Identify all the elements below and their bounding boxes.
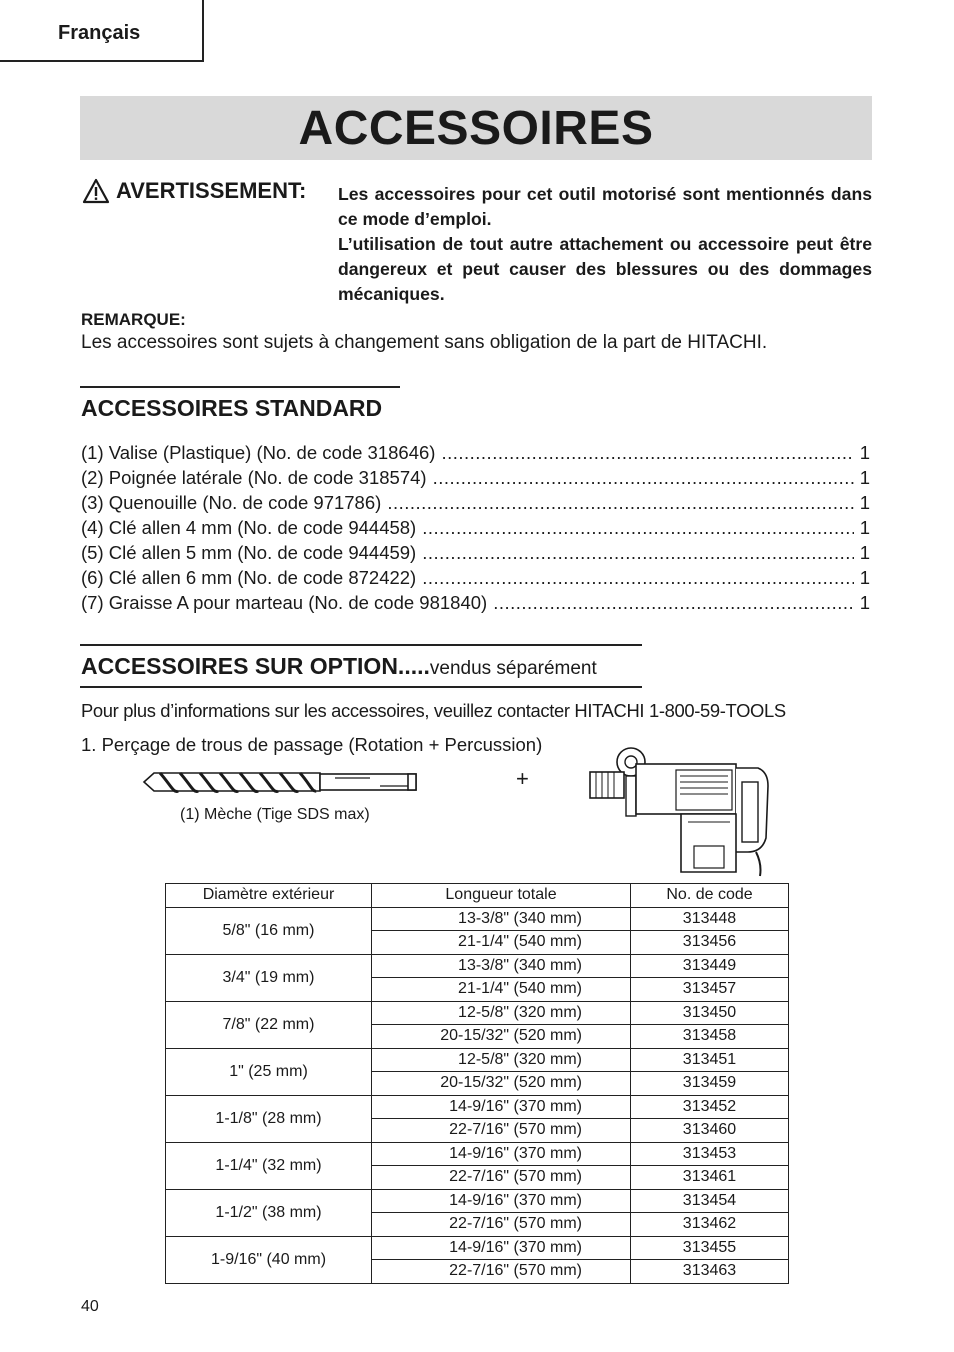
code-cell: 313450 xyxy=(631,1001,789,1025)
length-cell: 21-1/4" (540 mm) xyxy=(372,978,631,1002)
length-cell: 14-9/16" (370 mm) xyxy=(372,1189,631,1213)
warning-text xyxy=(338,182,872,307)
table-row xyxy=(166,907,789,931)
header-code: No. de code xyxy=(631,884,789,908)
length-cell: 22-7/16" (570 mm) xyxy=(372,1213,631,1237)
contact-info: Pour plus d’informations sur les accessoires, veuillez contacter HITACHI 1-800-59-TOOLS xyxy=(81,700,786,721)
language-label: Français xyxy=(58,22,141,44)
length-cell: 13-3/8" (340 mm) xyxy=(372,954,631,978)
optional-item-1: 1. Perçage de trous de passage (Rotation + Percussion) xyxy=(81,734,543,755)
diameter-cell: 1-9/16" (40 mm) xyxy=(166,1236,372,1283)
warning-heading-text: AVERTISSEMENT: xyxy=(116,178,307,203)
code-cell: 313453 xyxy=(631,1142,789,1166)
length-cell: 21-1/4" (540 mm) xyxy=(372,931,631,955)
rotary-hammer-illustration xyxy=(586,742,776,878)
length-cell: 20-15/32" (520 mm) xyxy=(372,1072,631,1096)
list-item: (1) Valise (Plastique) (No. de code 318646) ..... 1 xyxy=(81,440,870,465)
list-item: (3) Quenouille (No. de code 971786) ..... 1 xyxy=(81,490,870,515)
diameter-cell: 1-1/8" (28 mm) xyxy=(166,1095,372,1142)
list-item: (2) Poignée latérale (No. de code 318574) ..... 1 xyxy=(81,465,870,490)
section-rule xyxy=(80,386,400,388)
table-row xyxy=(166,1095,789,1119)
header-length: Longueur totale xyxy=(372,884,631,908)
table-row xyxy=(166,1189,789,1213)
diameter-cell: 1" (25 mm) xyxy=(166,1048,372,1095)
optional-subheading: vendus séparément xyxy=(429,658,597,679)
warning-line-2: L’utilisation de tout autre attachement ou accessoire peut être dangereux et peut causer des blessures ou des dommages mécaniques. xyxy=(338,234,872,304)
code-cell: 313463 xyxy=(631,1260,789,1284)
section-rule xyxy=(80,644,642,646)
warning-heading xyxy=(82,178,306,204)
code-cell: 313457 xyxy=(631,978,789,1002)
code-cell: 313451 xyxy=(631,1048,789,1072)
diameter-cell: 1-1/2" (38 mm) xyxy=(166,1189,372,1236)
code-cell: 313449 xyxy=(631,954,789,978)
language-tab xyxy=(0,0,204,62)
list-item: (5) Clé allen 5 mm (No. de code 944459) ..... 1 xyxy=(81,540,870,565)
optional-accessories-heading: ACCESSOIRES SUR OPTION.....vendus séparément xyxy=(81,653,597,679)
header-diameter: Diamètre extérieur xyxy=(166,884,372,908)
length-cell: 20-15/32" (520 mm) xyxy=(372,1025,631,1049)
diameter-cell: 7/8" (22 mm) xyxy=(166,1001,372,1048)
table-row xyxy=(166,1142,789,1166)
length-cell: 22-7/16" (570 mm) xyxy=(372,1119,631,1143)
section-rule xyxy=(80,686,642,688)
plus-sign: + xyxy=(516,766,529,791)
table-row xyxy=(166,954,789,978)
drill-bit-illustration xyxy=(140,764,420,800)
code-cell: 313456 xyxy=(631,931,789,955)
length-cell: 14-9/16" (370 mm) xyxy=(372,1236,631,1260)
table-header-row xyxy=(166,884,789,908)
page-title: ACCESSOIRES xyxy=(298,102,654,155)
drill-bit-table xyxy=(165,883,789,1284)
standard-accessories-heading: ACCESSOIRES STANDARD xyxy=(81,395,383,421)
table-row xyxy=(166,1236,789,1260)
list-item: (7) Graisse A pour marteau (No. de code 981840) ..... 1 xyxy=(81,590,870,615)
drill-bit-caption: (1) Mèche (Tige SDS max) xyxy=(180,806,370,823)
length-cell: 13-3/8" (340 mm) xyxy=(372,907,631,931)
remark-heading: REMARQUE: xyxy=(81,310,186,329)
code-cell: 313462 xyxy=(631,1213,789,1237)
list-item: (4) Clé allen 4 mm (No. de code 944458) ..... 1 xyxy=(81,515,870,540)
code-cell: 313459 xyxy=(631,1072,789,1096)
table-row xyxy=(166,1001,789,1025)
title-banner xyxy=(80,96,872,160)
remark-text: Les accessoires sont sujets à changement sans obligation de la part de HITACHI. xyxy=(81,332,768,353)
code-cell: 313458 xyxy=(631,1025,789,1049)
standard-accessories-list xyxy=(81,440,870,615)
length-cell: 14-9/16" (370 mm) xyxy=(372,1095,631,1119)
code-cell: 313461 xyxy=(631,1166,789,1190)
diameter-cell: 3/4" (19 mm) xyxy=(166,954,372,1001)
page-number: 40 xyxy=(81,1298,99,1315)
diameter-cell: 1-1/4" (32 mm) xyxy=(166,1142,372,1189)
length-cell: 22-7/16" (570 mm) xyxy=(372,1260,631,1284)
length-cell: 12-5/8" (320 mm) xyxy=(372,1001,631,1025)
code-cell: 313454 xyxy=(631,1189,789,1213)
code-cell: 313448 xyxy=(631,907,789,931)
table-row xyxy=(166,1048,789,1072)
length-cell: 22-7/16" (570 mm) xyxy=(372,1166,631,1190)
warning-line-1: Les accessoires pour cet outil motorisé sont mentionnés dans ce mode d’emploi. xyxy=(338,184,872,229)
code-cell: 313452 xyxy=(631,1095,789,1119)
code-cell: 313455 xyxy=(631,1236,789,1260)
list-item: (6) Clé allen 6 mm (No. de code 872422) ..... 1 xyxy=(81,565,870,590)
warning-triangle-icon xyxy=(82,178,110,204)
code-cell: 313460 xyxy=(631,1119,789,1143)
length-cell: 12-5/8" (320 mm) xyxy=(372,1048,631,1072)
length-cell: 14-9/16" (370 mm) xyxy=(372,1142,631,1166)
diameter-cell: 5/8" (16 mm) xyxy=(166,907,372,954)
